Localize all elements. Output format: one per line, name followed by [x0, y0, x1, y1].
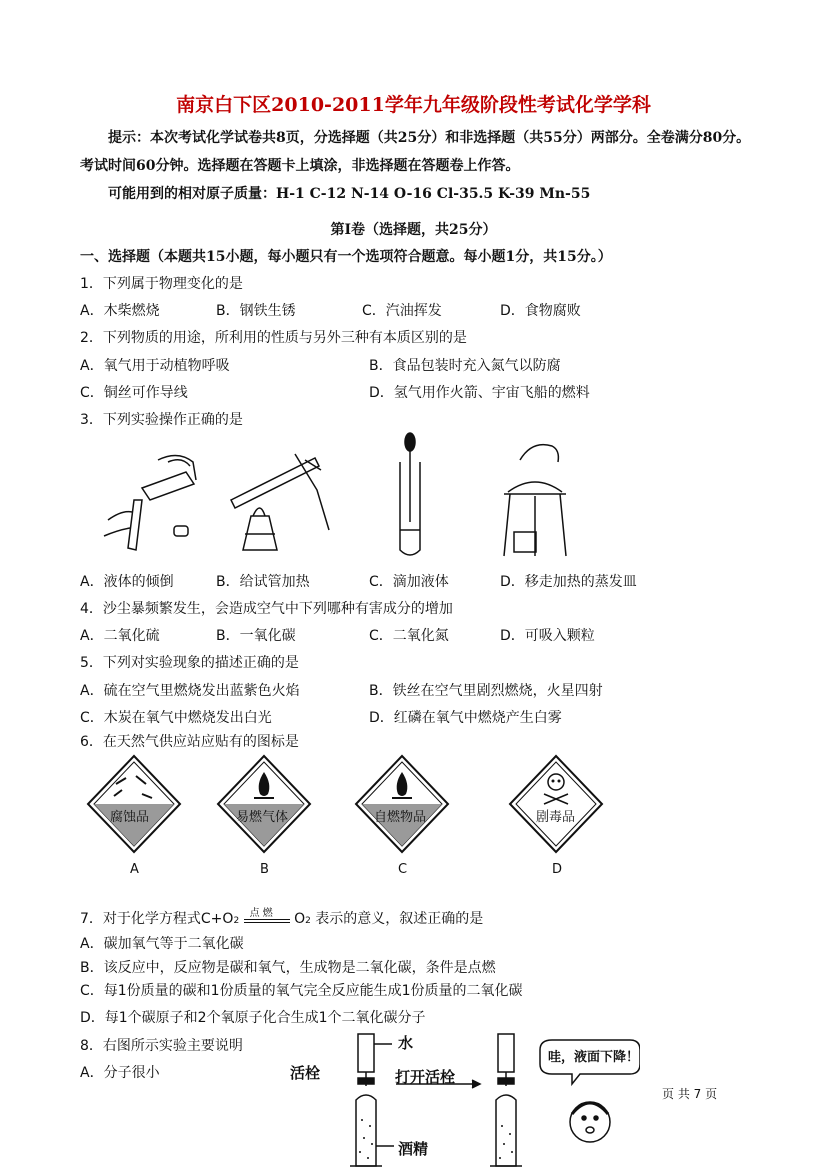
flammable-gas-sign [216, 754, 312, 854]
q3-option-b: B．给试管加热 [216, 574, 310, 590]
q5-option-d: D．红磷在氧气中燃烧产生白雾 [369, 710, 562, 726]
q3-option-c: C．滴加液体 [369, 574, 449, 590]
q7-option-a: A．碳加氧气等于二氧化碳 [80, 936, 244, 952]
q1-stem: 1．下列属于物理变化的是 [80, 276, 243, 292]
open-valve-label: 打开活栓 [395, 1068, 456, 1086]
sign-d-letter: D [552, 862, 563, 877]
q1-option-a: A．木柴燃烧 [80, 303, 160, 319]
volume-title: 第Ⅰ卷（选择题，共25分） [330, 222, 497, 238]
atomic-mass-line: 可能用到的相对原子质量：H-1 C-12 N-14 O-16 Cl-35.5 K-39 Mn-55 [108, 186, 591, 202]
page-title: 南京白下区2010-2011学年九年级阶段性考试化学学科 [176, 94, 651, 116]
q3-stem: 3．下列实验操作正确的是 [80, 412, 243, 428]
q5-option-b: B．铁丝在空气里剧烈燃烧，火星四射 [369, 683, 603, 699]
q5-stem: 5．下列对实验现象的描述正确的是 [80, 655, 299, 671]
q7-stem [80, 908, 483, 928]
q4-option-d: D．可吸入颗粒 [500, 628, 595, 644]
sign-a-label: 腐蚀品 [110, 810, 150, 825]
tips-line-1: 提示：本次考试化学试卷共8页，分选择题（共25分）和非选择题（共55分）两部分。全卷满分80分。 [108, 130, 751, 146]
q1-option-d: D．食物腐败 [500, 303, 581, 319]
page-number: 页 共 7 页 [662, 1087, 718, 1101]
q3-option-a: A．液体的倾倒 [80, 574, 174, 590]
toxic-sign [508, 754, 604, 854]
q7-product-sub: 2 [305, 916, 311, 926]
sign-b-letter: B [260, 862, 269, 877]
alcohol-label: 酒精 [398, 1140, 429, 1158]
speech-bubble-text: 哇，液面下降！ [548, 1050, 640, 1065]
q7-sub: 2 [233, 916, 240, 926]
evaporating-dish-illustration [500, 436, 570, 560]
q7-option-b: B．该反应中，反应物是碳和氧气，生成物是二氧化碳，条件是点燃 [80, 960, 496, 976]
spontaneous-combustion-sign [354, 754, 450, 854]
reaction-condition: 点 燃 [249, 908, 273, 919]
sign-c-letter: C [398, 862, 408, 877]
q8-option-a: A．分子很小 [80, 1065, 160, 1081]
q5-option-c: C．木炭在氧气中燃烧发出白光 [80, 710, 272, 726]
dropper-illustration [390, 432, 430, 560]
pour-liquid-illustration [98, 440, 208, 560]
heat-test-tube-illustration [225, 450, 335, 560]
q7-stem-pre: 7．对于化学方程式C+O [80, 911, 234, 927]
q3-option-d: D．移走加热的蒸发皿 [500, 574, 637, 590]
q2-option-d: D．氢气用作火箭、宇宙飞船的燃料 [369, 385, 590, 401]
q4-stem: 4．沙尘暴频繁发生，会造成空气中下列哪种有害成分的增加 [80, 601, 453, 617]
q2-option-b: B．食品包装时充入氮气以防腐 [369, 358, 561, 374]
q7-option-c: C．每1份质量的碳和1份质量的氧气完全反应能生成1份质量的二氧化碳 [80, 983, 523, 999]
q1-option-b: B．钢铁生锈 [216, 303, 296, 319]
sign-d-label: 剧毒品 [536, 810, 576, 825]
sign-c-label: 自燃物品 [374, 810, 427, 825]
q2-option-c: C．铜丝可作导线 [80, 385, 188, 401]
q7-stem-post: 表示的意义，叙述正确的是 [315, 911, 484, 927]
q1-option-c: C．汽油挥发 [362, 303, 442, 319]
q2-option-a: A．氧气用于动植物呼吸 [80, 358, 230, 374]
valve-label: 活栓 [290, 1064, 321, 1082]
corrosive-sign [86, 754, 182, 854]
reaction-arrow [244, 910, 290, 928]
q8-stem: 8．右图所示实验主要说明 [80, 1038, 243, 1054]
q4-option-b: B．一氧化碳 [216, 628, 296, 644]
sign-a-letter: A [130, 862, 139, 877]
water-label: 水 [398, 1034, 414, 1052]
tips-line-2: 考试时间60分钟。选择题在答题卡上填涂，非选择题在答题卷上作答。 [80, 158, 520, 174]
q4-option-a: A．二氧化硫 [80, 628, 160, 644]
q6-stem: 6．在天然气供应站应贴有的图标是 [80, 734, 299, 750]
q4-option-c: C．二氧化氮 [369, 628, 449, 644]
section-1-heading: 一、选择题（本题共15小题，每小题只有一个选项符合题意。每小题1分，共15分。） [80, 249, 612, 265]
q5-option-a: A．硫在空气里燃烧发出蓝紫色火焰 [80, 683, 300, 699]
q7-option-d: D．每1个碳原子和2个氧原子化合生成1个二氧化碳分子 [80, 1010, 426, 1026]
sign-b-label: 易燃气体 [236, 810, 289, 825]
q7-product: O [294, 911, 306, 927]
q2-stem: 2．下列物质的用途，所利用的性质与另外三种有本质区别的是 [80, 330, 467, 346]
